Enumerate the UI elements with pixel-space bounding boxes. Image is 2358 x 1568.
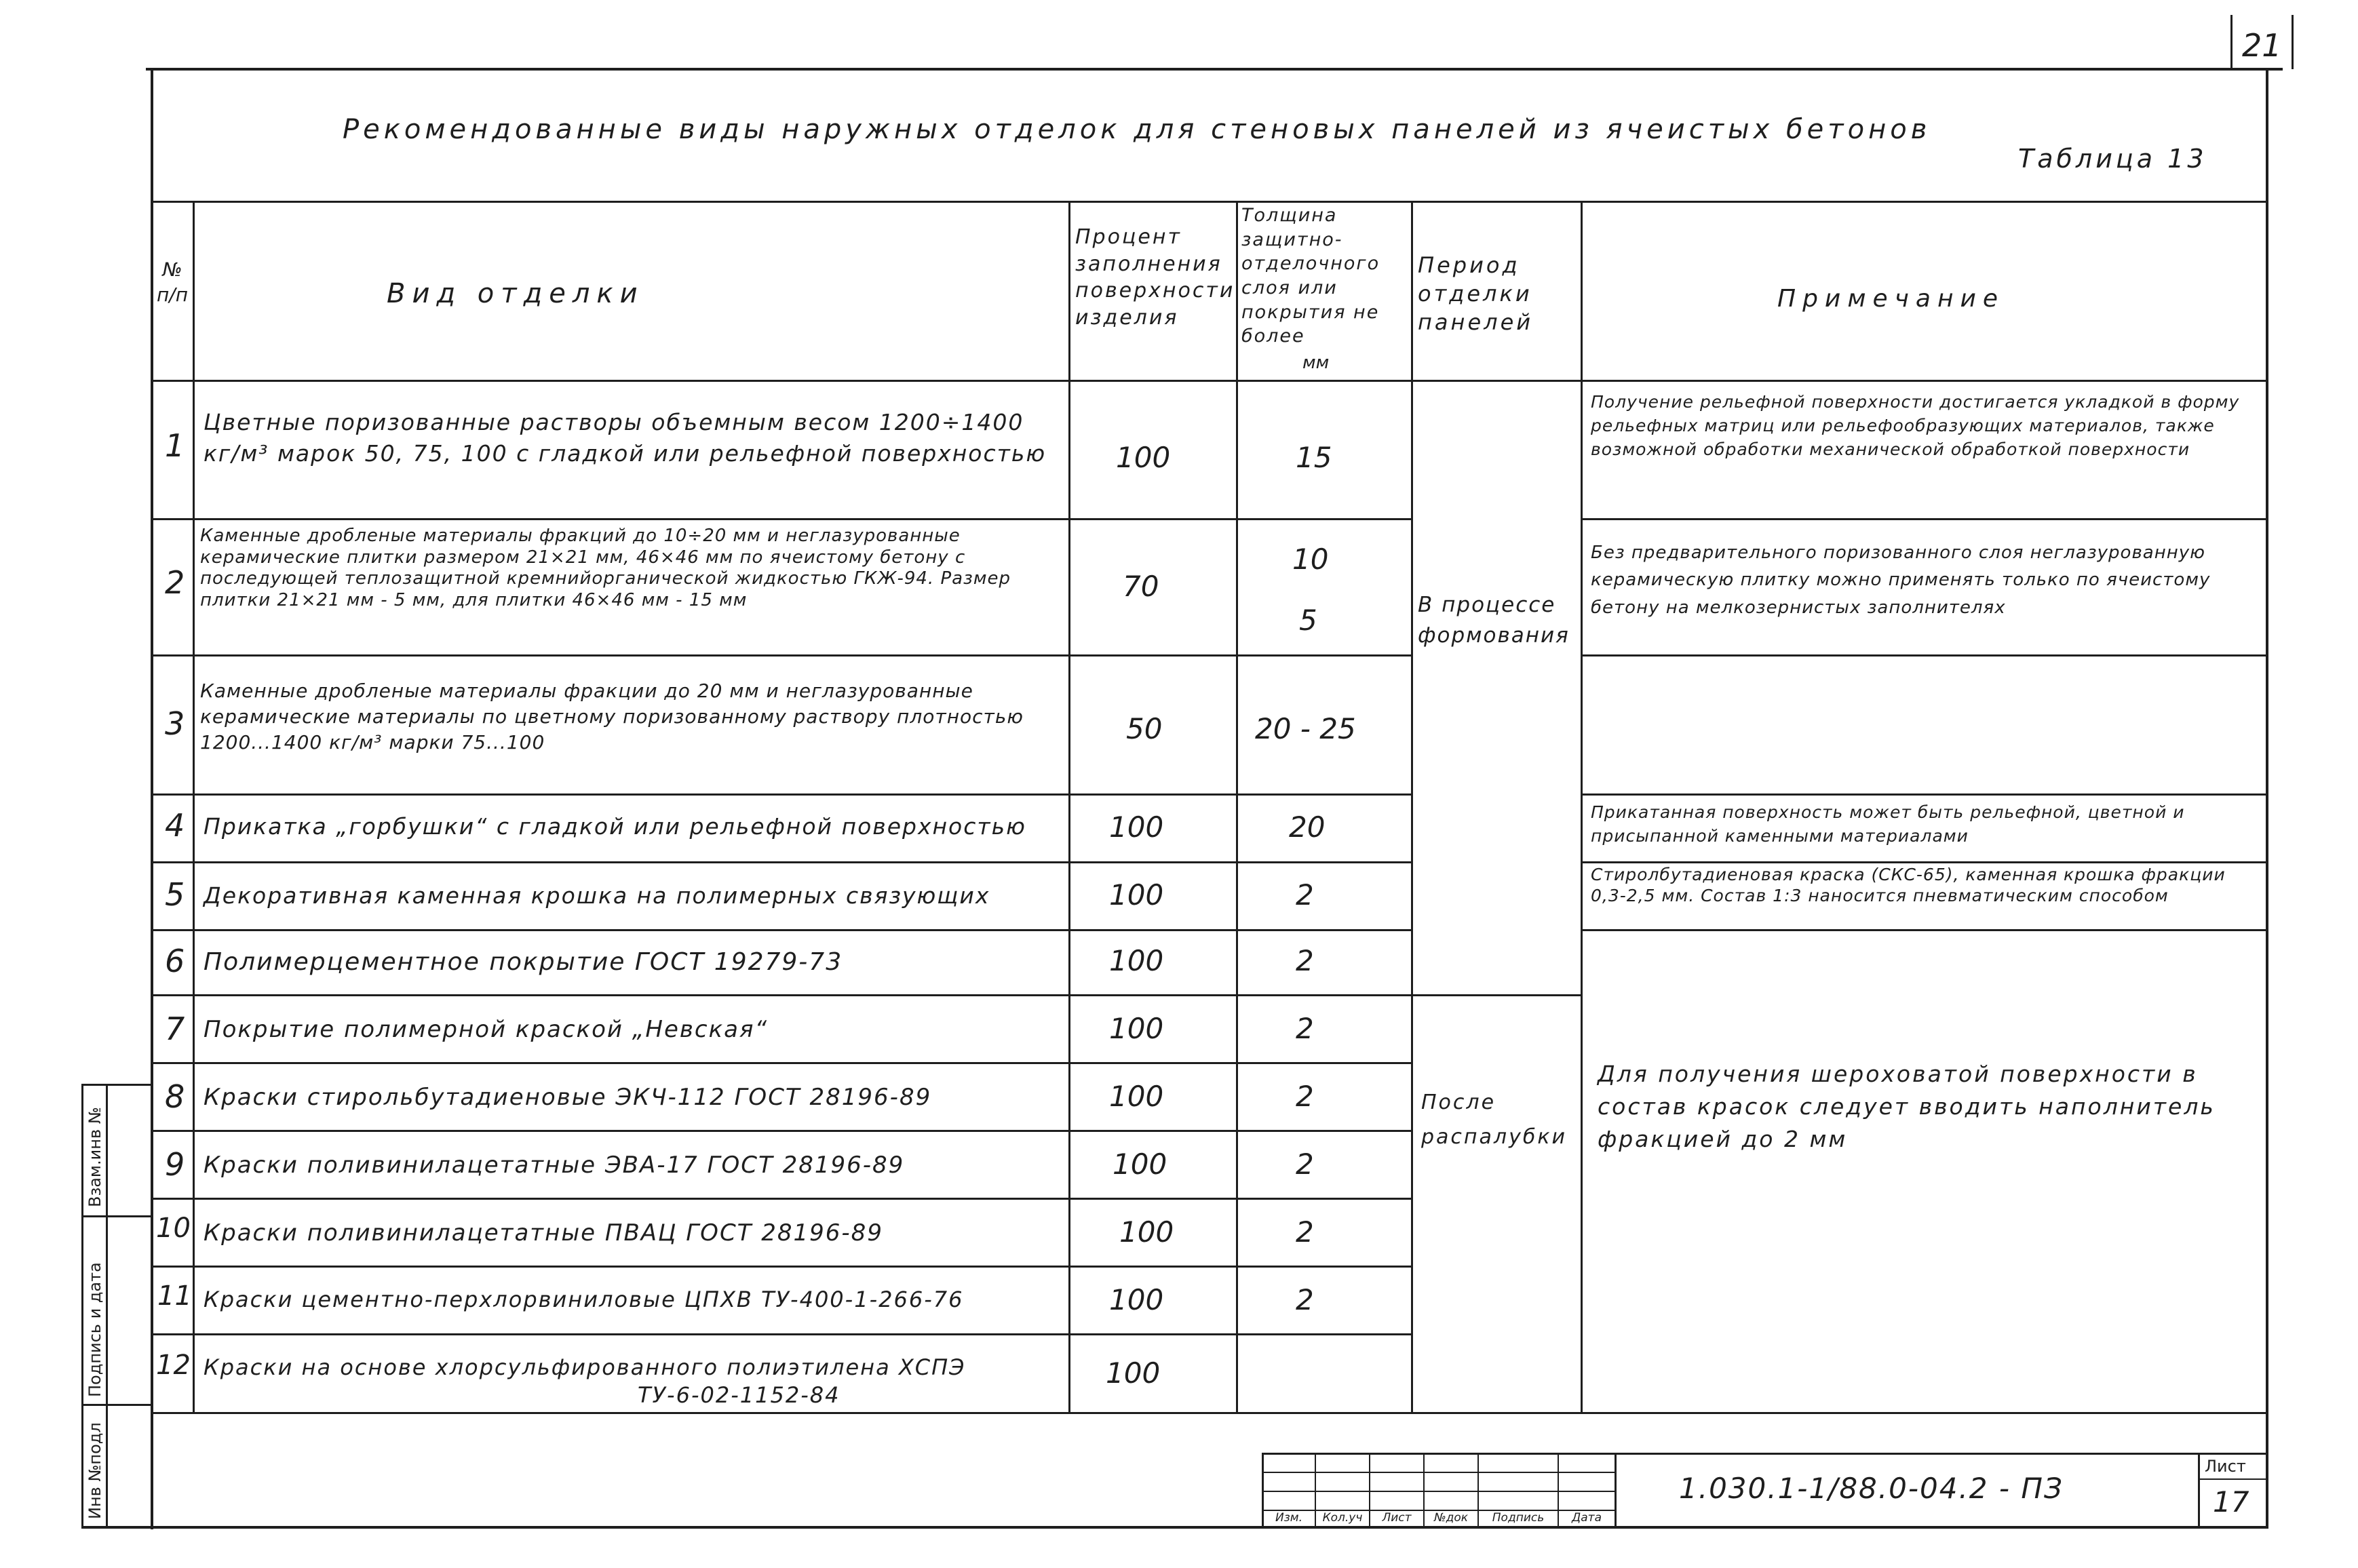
row-8-type: Краски стирольбутадиеновые ЭКЧ-112 ГОСТ 28196-89 bbox=[204, 1084, 932, 1111]
row-5-percent: 100 bbox=[1109, 878, 1164, 912]
row-12-type: Краски на основе хлорсульфированного полиэтилена ХСПЭ bbox=[204, 1354, 966, 1380]
row-sep-2 bbox=[151, 654, 1412, 656]
row-2-type: Каменные дробленые материалы фракций до 10÷20 мм и неглазурованные керамические плитки размером 21×21 мм, 46×46 мм по ячеистому бетону с последующей теплозащитной кремнийорганической жидкостью ГКЖ-94. Размер плитки 21×21 мм - 5 мм, для плитки 46×46 мм - 15 мм bbox=[200, 526, 1011, 611]
row-sep-8 bbox=[151, 1130, 1412, 1132]
header-bottom bbox=[151, 380, 2268, 382]
row-9-number: 9 bbox=[165, 1146, 185, 1183]
row-2-thickness: 10 bbox=[1292, 543, 1329, 576]
row-sep-9 bbox=[151, 1198, 1412, 1200]
row-10-percent: 100 bbox=[1119, 1215, 1174, 1249]
frame-right bbox=[2266, 68, 2268, 1526]
row-4-number: 4 bbox=[165, 807, 185, 844]
row-5-number: 5 bbox=[165, 876, 185, 913]
row-sep-3 bbox=[151, 793, 1412, 796]
stamp-col-label-ndok: №док bbox=[1433, 1511, 1469, 1525]
header-thickness: Толщина защитно-отделочного слоя или покрытия не более bbox=[1241, 205, 1380, 347]
row-5-type: Декоративная каменная крошка на полимерных связующих bbox=[204, 882, 990, 909]
page-title: Рекомендованные виды наружных отделок для стеновых панелей из ячеистых бетонов bbox=[343, 114, 1931, 145]
row-11-number: 11 bbox=[157, 1280, 192, 1312]
row-2-number: 2 bbox=[165, 564, 185, 601]
row-9-type: Краски поливинилацетатные ЭВА-17 ГОСТ 28196-89 bbox=[204, 1152, 905, 1179]
note-5: Стиролбутадиеновая краска (СКС-65), каменная крошка фракции 0,3-2,5 мм. Состав 1:3 наносится пневматическим способом bbox=[1591, 865, 2226, 905]
row-11-percent: 100 bbox=[1109, 1283, 1164, 1316]
row-8-number: 8 bbox=[165, 1078, 185, 1115]
stamp-document-code: 1.030.1-1/88.0-04.2 - ПЗ bbox=[1679, 1472, 2064, 1505]
row-6-thickness: 2 bbox=[1296, 944, 1314, 977]
row-1-percent: 100 bbox=[1116, 441, 1171, 474]
table-label: Таблица 13 bbox=[2018, 144, 2207, 174]
row-10-number: 10 bbox=[156, 1213, 191, 1244]
row-11-type: Краски цементно-перхлорвиниловые ЦПХВ ТУ-400-1-266-76 bbox=[204, 1287, 964, 1312]
row-12-type-2: ТУ-6-02-1152-84 bbox=[638, 1382, 840, 1408]
row-6-percent: 100 bbox=[1109, 944, 1164, 977]
row-sep-1 bbox=[151, 518, 1412, 520]
frame-bottom bbox=[81, 1526, 2268, 1529]
stamp-sheet-left bbox=[2198, 1453, 2200, 1527]
table-top bbox=[151, 201, 2268, 203]
stamp-sheet-sep bbox=[2198, 1478, 2268, 1480]
row-sep-5 bbox=[151, 929, 1412, 931]
row-7-type: Покрытие полимерной краской „Невская“ bbox=[204, 1016, 769, 1043]
side-label-b: Подпись и дата bbox=[85, 1262, 104, 1397]
note-sep-4 bbox=[1581, 861, 2268, 863]
stamp-col-label-koluch: Кол.уч bbox=[1322, 1511, 1363, 1525]
note-sep-3 bbox=[1581, 793, 2268, 796]
frame-top bbox=[146, 68, 2283, 71]
stamp-col-label-podpis: Подпись bbox=[1492, 1511, 1545, 1525]
col-thickness-right bbox=[1411, 201, 1413, 1413]
col-percent-right bbox=[1236, 201, 1238, 1413]
header-num: № п/п bbox=[156, 258, 189, 306]
row-3-number: 3 bbox=[165, 705, 185, 742]
row-6-number: 6 bbox=[165, 943, 185, 979]
col-period-right bbox=[1581, 201, 1583, 1413]
row-10-thickness: 2 bbox=[1296, 1215, 1314, 1249]
row-4-thickness: 20 bbox=[1289, 810, 1326, 844]
note-sep-1 bbox=[1581, 518, 2268, 520]
header-period: Период отделки панелей bbox=[1418, 252, 1534, 336]
side-strip-left bbox=[81, 1084, 83, 1528]
stamp-col-label-list: Лист bbox=[1382, 1511, 1412, 1525]
page-number-box-right bbox=[2292, 15, 2294, 69]
row-3-type: Каменные дробленые материалы фракции до 20 мм и неглазурованные керамические материалы по цветному поризованному раствору плотностью 1200...1400 кг/м³ марки 75...100 bbox=[200, 680, 1024, 753]
row-7-number: 7 bbox=[165, 1011, 185, 1047]
row-sep-4 bbox=[151, 861, 1412, 863]
row-1-type: Цветные поризованные растворы объемным весом 1200÷1400 кг/м³ марок 50, 75, 100 с гладкой или рельефной поверхностью bbox=[204, 409, 1047, 467]
period-after: После распалубки bbox=[1421, 1091, 1567, 1149]
note-sep-5 bbox=[1581, 929, 2268, 931]
stamp-top bbox=[1262, 1453, 2268, 1455]
header-percent: Процент заполнения поверхности изделия bbox=[1075, 225, 1235, 330]
row-2-percent: 70 bbox=[1123, 570, 1159, 603]
row-1-thickness: 15 bbox=[1296, 441, 1332, 474]
header-type: Вид отделки bbox=[387, 278, 644, 309]
row-12-percent: 100 bbox=[1106, 1356, 1161, 1390]
col-num-right bbox=[193, 201, 195, 1413]
row-3-thickness: 20 - 25 bbox=[1255, 712, 1356, 745]
period-sep bbox=[1411, 994, 1582, 996]
row-11-thickness: 2 bbox=[1296, 1283, 1314, 1316]
row-7-percent: 100 bbox=[1109, 1012, 1164, 1045]
row-10-type: Краски поливинилацетатные ПВАЦ ГОСТ 28196-89 bbox=[204, 1219, 883, 1247]
header-note: Примечание bbox=[1777, 285, 2005, 313]
row-8-thickness: 2 bbox=[1296, 1080, 1314, 1113]
row-sep-6 bbox=[151, 994, 1412, 996]
side-strip-top bbox=[81, 1084, 153, 1086]
header-thickness-unit: мм bbox=[1302, 353, 1330, 373]
row-9-percent: 100 bbox=[1113, 1148, 1167, 1181]
stamp-col-label-data: Дата bbox=[1571, 1511, 1602, 1525]
row-6-type: Полимерцементное покрытие ГОСТ 19279-73 bbox=[204, 948, 843, 976]
row-9-thickness: 2 bbox=[1296, 1148, 1314, 1181]
side-label-c: Взам.инв № bbox=[85, 1107, 104, 1207]
row-8-percent: 100 bbox=[1109, 1080, 1164, 1113]
row-4-type: Прикатка „горбушки“ с гладкой или рельефной поверхностью bbox=[204, 813, 1026, 840]
note-1: Получение рельефной поверхности достигается укладкой в форму рельефных матриц или рельефообразующих материалов, также возможной обработки механической обработкой поверхности bbox=[1591, 392, 2240, 459]
page-number-box-left bbox=[2230, 15, 2233, 69]
side-strip-mid bbox=[106, 1084, 108, 1528]
page-number: 21 bbox=[2242, 27, 2282, 64]
row-2-thickness-2: 5 bbox=[1299, 604, 1317, 637]
note-4: Прикатанная поверхность может быть рельефной, цветной и присыпанной каменными материалами bbox=[1591, 802, 2185, 846]
stamp-code-left bbox=[1615, 1453, 1617, 1527]
row-sep-7 bbox=[151, 1062, 1412, 1064]
stamp-col-label-izm: Изм. bbox=[1275, 1511, 1302, 1525]
note-2: Без предварительного поризованного слоя неглазурованную керамическую плитку можно применять только по ячеистому бетону на мелкозернистых заполнителях bbox=[1591, 543, 2211, 618]
period-during: В процессе формования bbox=[1418, 593, 1570, 648]
row-4-percent: 100 bbox=[1109, 810, 1164, 844]
table-bottom bbox=[151, 1412, 2268, 1414]
stamp-sheet-number: 17 bbox=[2213, 1485, 2249, 1518]
row-12-number: 12 bbox=[156, 1350, 191, 1381]
row-3-percent: 50 bbox=[1126, 712, 1163, 745]
side-label-a: Инв №подл bbox=[85, 1422, 104, 1519]
note-sep-2 bbox=[1581, 654, 2268, 656]
row-1-number: 1 bbox=[165, 427, 185, 464]
row-sep-11 bbox=[151, 1333, 1412, 1335]
side-sep-2 bbox=[81, 1404, 153, 1406]
stamp-sheet-label: Лист bbox=[2205, 1457, 2246, 1476]
row-sep-10 bbox=[151, 1266, 1412, 1268]
row-5-thickness: 2 bbox=[1296, 878, 1314, 912]
note-6: Для получения шероховатой поверхности в состав красок следует вводить наполнитель фракцией до 2 мм bbox=[1598, 1061, 2216, 1152]
row-7-thickness: 2 bbox=[1296, 1012, 1314, 1045]
col-type-right bbox=[1068, 201, 1070, 1413]
side-sep-1 bbox=[81, 1215, 153, 1217]
